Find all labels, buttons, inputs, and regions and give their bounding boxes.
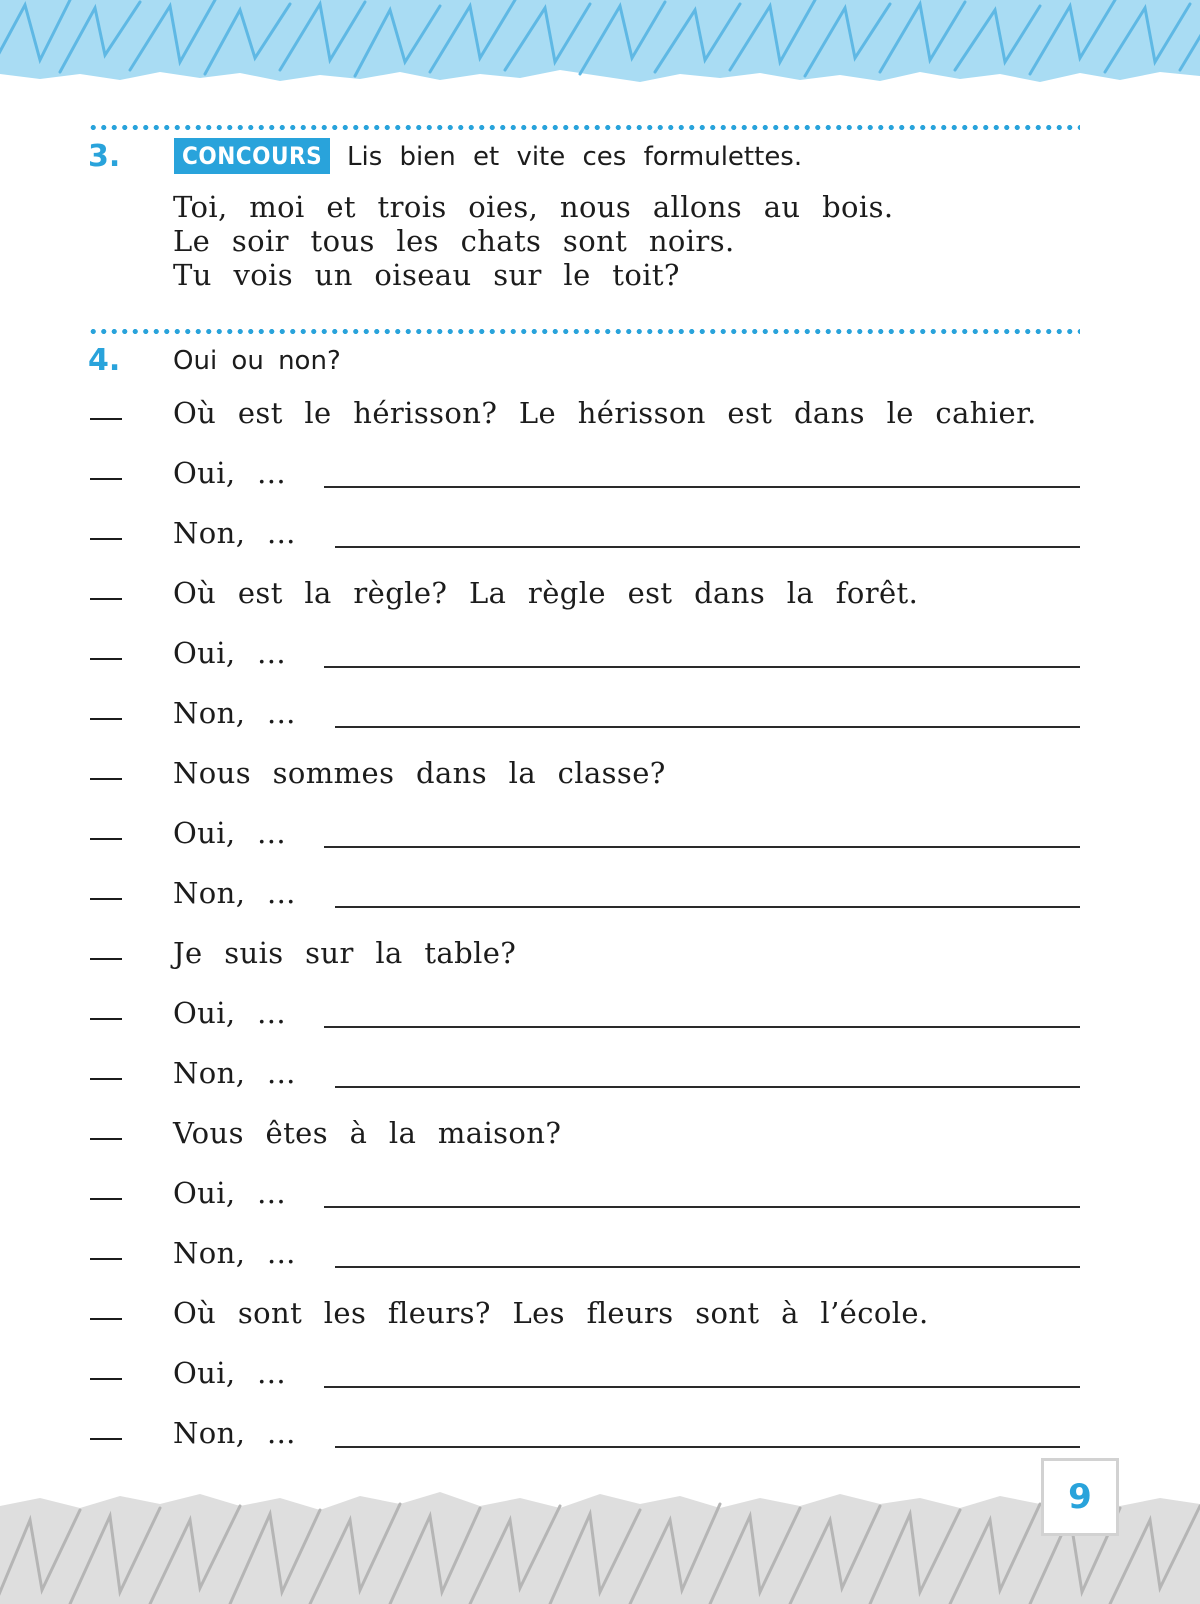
concours-badge: CONCOURS — [174, 138, 330, 174]
oui-answer-line[interactable] — [324, 846, 1080, 848]
exercise-3-divider — [88, 124, 1080, 131]
dialogue-question-row — [0, 1293, 1200, 1333]
answer-prefix: Non, ... — [173, 1056, 296, 1090]
non-answer-line[interactable] — [335, 1086, 1080, 1088]
oui-answer-line[interactable] — [324, 1206, 1080, 1208]
dialogue-question-row — [0, 753, 1200, 793]
dialogue-oui-row — [0, 453, 1200, 493]
exercise-3-instruction: Lis bien et vite ces formulettes. — [347, 142, 803, 172]
answer-prefix: Oui, ... — [173, 1356, 287, 1390]
em-dash — [90, 958, 122, 960]
em-dash — [90, 658, 122, 660]
question-text: Nous sommes dans la classe? — [173, 756, 666, 790]
non-answer-line[interactable] — [335, 906, 1080, 908]
rhyme-line: Toi, moi et trois oies, nous allons au bois. — [173, 190, 894, 224]
dialogue-oui-row — [0, 633, 1200, 673]
em-dash — [90, 598, 122, 600]
answer-prefix: Non, ... — [173, 1416, 296, 1450]
answer-prefix: Oui, ... — [173, 996, 287, 1030]
em-dash — [90, 1018, 122, 1020]
dialogue-question-row — [0, 393, 1200, 433]
oui-answer-line[interactable] — [324, 486, 1080, 488]
oui-answer-line[interactable] — [324, 666, 1080, 668]
question-text: Où sont les fleurs? Les fleurs sont à l’école. — [173, 1296, 929, 1330]
rhyme-lines — [173, 190, 894, 292]
em-dash — [90, 1198, 122, 1200]
rhyme-line: Tu vois un oiseau sur le toit? — [173, 258, 680, 292]
dialogue-non-row — [0, 873, 1200, 913]
answer-prefix: Oui, ... — [173, 456, 287, 490]
non-answer-line[interactable] — [335, 1266, 1080, 1268]
em-dash — [90, 1438, 122, 1440]
bottom-decorative-band — [0, 1480, 1200, 1604]
answer-prefix: Non, ... — [173, 516, 296, 550]
em-dash — [90, 1318, 122, 1320]
em-dash — [90, 538, 122, 540]
dialogue-oui-row — [0, 1173, 1200, 1213]
em-dash — [90, 478, 122, 480]
dialogue-question-row — [0, 1113, 1200, 1153]
question-text: Où est le hérisson? Le hérisson est dans le cahier. — [173, 396, 1037, 430]
dialogue-oui-row — [0, 1353, 1200, 1393]
em-dash — [90, 1258, 122, 1260]
exercise-3-number: 3. — [88, 139, 121, 174]
dialogue-non-row — [0, 1053, 1200, 1093]
em-dash — [90, 838, 122, 840]
oui-answer-line[interactable] — [324, 1386, 1080, 1388]
answer-prefix: Non, ... — [173, 876, 296, 910]
dialogue-non-row — [0, 1233, 1200, 1273]
em-dash — [90, 1138, 122, 1140]
exercise-4-number: 4. — [88, 343, 121, 378]
em-dash — [90, 418, 122, 420]
question-text: Je suis sur la table? — [173, 936, 517, 970]
dialogue-oui-row — [0, 993, 1200, 1033]
question-text: Vous êtes à la maison? — [173, 1116, 562, 1150]
exercise-4-divider — [88, 328, 1080, 335]
question-text: Où est la règle? La règle est dans la forêt. — [173, 576, 919, 610]
dialogue-non-row — [0, 1413, 1200, 1453]
rhyme-line: Le soir tous les chats sont noirs. — [173, 224, 735, 258]
answer-prefix: Non, ... — [173, 696, 296, 730]
dialogue-oui-row — [0, 813, 1200, 853]
non-answer-line[interactable] — [335, 1446, 1080, 1448]
page-number: 9 — [1041, 1458, 1119, 1536]
em-dash — [90, 718, 122, 720]
answer-prefix: Oui, ... — [173, 816, 287, 850]
answer-prefix: Oui, ... — [173, 1176, 287, 1210]
em-dash — [90, 898, 122, 900]
answer-prefix: Oui, ... — [173, 636, 287, 670]
exercise-4-instruction: Oui ou non? — [173, 346, 341, 376]
non-answer-line[interactable] — [335, 546, 1080, 548]
dialogue-non-row — [0, 693, 1200, 733]
dialogue-question-row — [0, 933, 1200, 973]
top-decorative-band — [0, 0, 1200, 96]
em-dash — [90, 1378, 122, 1380]
em-dash — [90, 778, 122, 780]
em-dash — [90, 1078, 122, 1080]
dialogue-question-row — [0, 573, 1200, 613]
non-answer-line[interactable] — [335, 726, 1080, 728]
oui-answer-line[interactable] — [324, 1026, 1080, 1028]
answer-prefix: Non, ... — [173, 1236, 296, 1270]
dialogue-non-row — [0, 513, 1200, 553]
